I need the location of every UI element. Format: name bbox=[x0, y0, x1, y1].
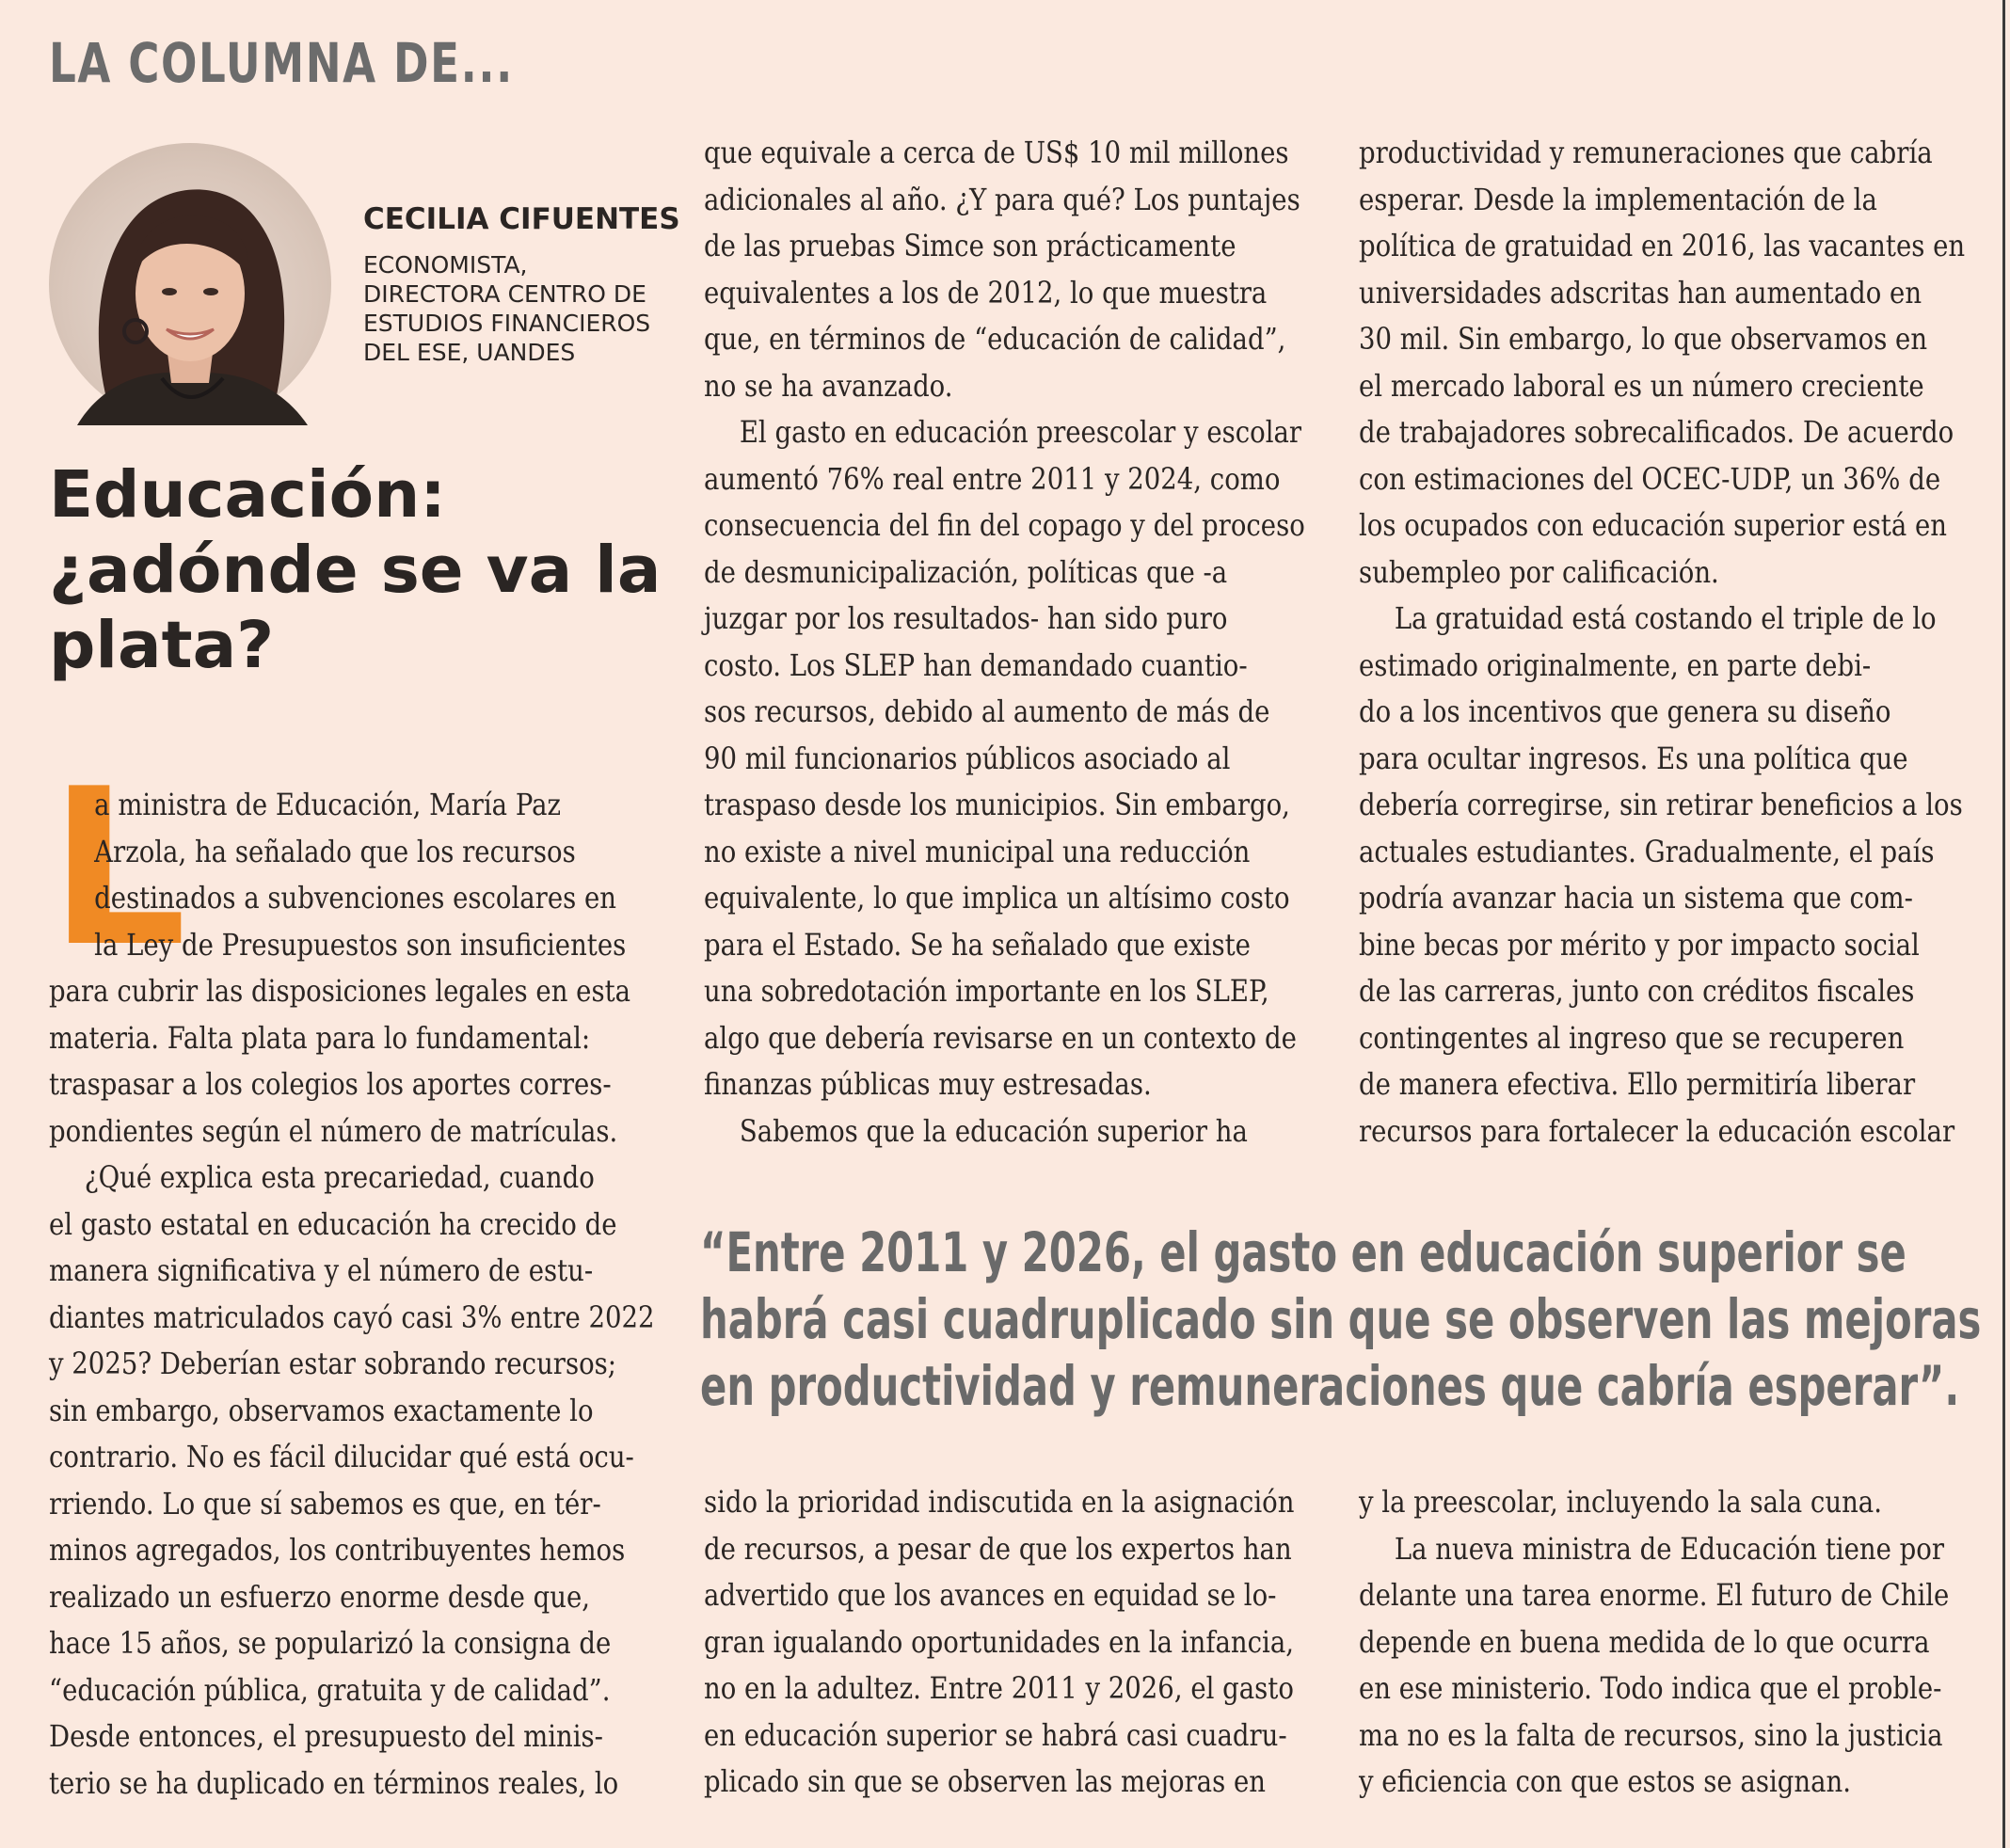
article-text-line: equivalentes a los de 2012, lo que muestra bbox=[704, 274, 1268, 311]
author-role-line: DEL ESE, UANDES bbox=[363, 339, 576, 366]
article-text-line: advertido que los avances en equidad se lo- bbox=[704, 1577, 1277, 1613]
article-text-line: no se ha avanzado. bbox=[704, 367, 953, 404]
article-text-line: productividad y remuneraciones que cabría bbox=[1359, 135, 1933, 170]
article-text-line: podría avanzar hacia un sistema que com- bbox=[1359, 880, 1913, 916]
article-text-line: algo que debería revisarse en un contexto de bbox=[704, 1019, 1297, 1056]
article-column-2 bbox=[704, 130, 1325, 1155]
pull-quote-line: en productividad y remuneraciones que cabría esperar”. bbox=[700, 1354, 1960, 1418]
article-text-line: Sabemos que la educación superior ha bbox=[739, 1112, 1248, 1149]
article-text-line: Desde entonces, el presupuesto del minis- bbox=[49, 1718, 603, 1754]
article-text-line: gran igualando oportunidades en la infancia, bbox=[704, 1623, 1295, 1660]
article-text-line: destinados a subvenciones escolares en bbox=[94, 880, 616, 916]
article-column-1 bbox=[49, 743, 670, 1807]
article-text-line: sin embargo, observamos exactamente lo bbox=[49, 1392, 594, 1428]
right-border-rule bbox=[2002, 0, 2005, 1848]
article-text-line: universidades adscritas han aumentado en bbox=[1359, 274, 1922, 311]
article-text-line: política de gratuidad en 2016, las vacantes en bbox=[1359, 228, 1966, 263]
article-text-line: esperar. Desde la implementación de la bbox=[1359, 181, 1877, 217]
article-text-line: ¿Qué explica esta precariedad, cuando bbox=[84, 1159, 595, 1195]
article-text-line: “educación pública, gratuita y de calidad”. bbox=[49, 1671, 611, 1708]
article-text-line: en ese ministerio. Todo indica que el proble- bbox=[1359, 1670, 1942, 1706]
article-text-line: plicado sin que se observen las mejoras en bbox=[704, 1763, 1266, 1799]
article-text-line: una sobredotación importante en los SLEP, bbox=[704, 973, 1269, 1009]
article-text-line: que equivale a cerca de US$ 10 mil millones bbox=[704, 135, 1289, 170]
article-text-line: delante una tarea enorme. El futuro de Chile bbox=[1359, 1577, 1950, 1613]
article-text-line: de las carreras, junto con créditos fiscales bbox=[1359, 973, 1915, 1009]
article-text-line: de recursos, a pesar de que los expertos han bbox=[704, 1530, 1292, 1567]
article-text-line: a ministra de Educación, María Paz bbox=[94, 787, 562, 822]
article-text-line: costo. Los SLEP han demandado cuantio- bbox=[704, 646, 1248, 683]
article-text-line: el mercado laboral es un número creciente bbox=[1359, 367, 1924, 404]
article-text-line: pondientes según el número de matrículas. bbox=[49, 1112, 618, 1149]
article-text-line: recursos para fortalecer la educación escolar bbox=[1359, 1112, 1955, 1149]
article-text-line: en educación superior se habrá casi cuadru- bbox=[704, 1716, 1287, 1753]
article-text-line: El gasto en educación preescolar y escolar bbox=[739, 414, 1302, 450]
article-text-line: ma no es la falta de recursos, sino la justicia bbox=[1359, 1716, 1943, 1753]
article-text-line: traspasar a los colegios los aportes corres- bbox=[49, 1066, 612, 1102]
drop-cap: L bbox=[49, 743, 187, 995]
article-column-3-continued bbox=[1359, 1479, 1980, 1806]
article-text-line: equivalente, lo que implica un altísimo costo bbox=[704, 880, 1290, 916]
article-text-line: terio se ha duplicado en términos reales, lo bbox=[49, 1764, 619, 1801]
article-text-line: para ocultar ingresos. Es una política que bbox=[1359, 740, 1908, 776]
author-role-line: DIRECTORA CENTRO DE bbox=[363, 280, 646, 308]
article-text-line: traspaso desde los municipios. Sin embargo, bbox=[704, 787, 1290, 822]
article-text-line: bine becas por mérito y por impacto social bbox=[1359, 926, 1920, 963]
article-text-line: y eficiencia con que estos se asignan. bbox=[1359, 1763, 1851, 1799]
author-name: CECILIA CIFUENTES bbox=[363, 202, 680, 236]
article-text-line: sido la prioridad indiscutida en la asignación bbox=[704, 1484, 1295, 1520]
author-role bbox=[363, 250, 674, 367]
article-text-line: y la preescolar, incluyendo la sala cuna. bbox=[1359, 1484, 1882, 1520]
article-text-line: subempleo por calificación. bbox=[1359, 553, 1719, 590]
article-text-line: no existe a nivel municipal una reducción bbox=[704, 833, 1251, 869]
author-role-line: ECONOMISTA, bbox=[363, 251, 528, 279]
article-text-line: para el Estado. Se ha señalado que existe bbox=[704, 926, 1251, 963]
article-column-3 bbox=[1359, 130, 1980, 1155]
article-text-line: rriendo. Lo que sí sabemos es que, en tér- bbox=[49, 1485, 601, 1521]
author-role-line: ESTUDIOS FINANCIEROS bbox=[363, 310, 651, 337]
article-text-line: los ocupados con educación superior está en bbox=[1359, 507, 1947, 543]
article-text-line: minos agregados, los contribuyentes hemos bbox=[49, 1532, 626, 1568]
article-text-line: contrario. No es fácil dilucidar qué está ocu- bbox=[49, 1439, 634, 1474]
article-text-line: debería corregirse, sin retirar beneficios a los bbox=[1359, 787, 1963, 822]
author-photo bbox=[49, 143, 331, 425]
article-text-line: la Ley de Presupuestos son insuficientes bbox=[94, 926, 627, 963]
article-text-line: hace 15 años, se popularizó la consigna de bbox=[49, 1625, 612, 1661]
article-text-line: para cubrir las disposiciones legales en esta bbox=[49, 973, 631, 1009]
article-text-line: aumentó 76% real entre 2011 y 2024, como bbox=[704, 460, 1281, 497]
article-text-line: actuales estudiantes. Gradualmente, el país bbox=[1359, 833, 1935, 869]
article-column-2-continued bbox=[704, 1479, 1325, 1806]
article-text-line: de trabajadores sobrecalificados. De acuerdo bbox=[1359, 414, 1954, 450]
article-text-line: La nueva ministra de Educación tiene por bbox=[1394, 1530, 1945, 1567]
article-text-line: no en la adultez. Entre 2011 y 2026, el gasto bbox=[704, 1670, 1294, 1706]
pull-quote-line: habrá casi cuadruplicado sin que se observen las mejoras bbox=[700, 1287, 1982, 1351]
section-label: LA COLUMNA DE... bbox=[49, 31, 514, 95]
article-text-line: que, en términos de “educación de calidad”, bbox=[704, 321, 1286, 357]
article-text-line: manera significativa y el número de estu- bbox=[49, 1252, 594, 1288]
headline-line: ¿adónde se va la bbox=[49, 533, 662, 608]
article-text-line: Arzola, ha señalado que los recursos bbox=[94, 833, 576, 869]
article-text-line: finanzas públicas muy estresadas. bbox=[704, 1066, 1152, 1102]
article-text-line: de desmunicipalización, políticas que -a bbox=[704, 553, 1228, 590]
article-text-line: contingentes al ingreso que se recuperen bbox=[1359, 1019, 1905, 1056]
article-text-line: 30 mil. Sin embargo, lo que observamos en bbox=[1359, 321, 1928, 357]
article-text-line: de las pruebas Simce son prácticamente bbox=[704, 228, 1236, 263]
article-text-line: y 2025? Deberían estar sobrando recursos; bbox=[49, 1346, 617, 1381]
article-text-line: do a los incentivos que genera su diseño bbox=[1359, 693, 1891, 729]
article-text-line: 90 mil funcionarios públicos asociado al bbox=[704, 740, 1231, 776]
headline-line: Educación: bbox=[49, 457, 446, 533]
headline-line: plata? bbox=[49, 608, 275, 683]
article-text-line: con estimaciones del OCEC-UDP, un 36% de bbox=[1359, 460, 1941, 497]
article-text-line: adicionales al año. ¿Y para qué? Los puntajes bbox=[704, 181, 1300, 217]
article-text-line: realizado un esfuerzo enorme desde que, bbox=[49, 1578, 590, 1615]
article-text-line: depende en buena medida de lo que ocurra bbox=[1359, 1623, 1930, 1660]
article-text-line: La gratuidad está costando el triple de lo bbox=[1394, 600, 1937, 636]
headline bbox=[49, 457, 670, 683]
article-text-line: consecuencia del fin del copago y del proceso bbox=[704, 507, 1305, 543]
pull-quote bbox=[700, 1219, 1982, 1420]
article-text-line: sos recursos, debido al aumento de más de bbox=[704, 693, 1270, 729]
article-text-line: el gasto estatal en educación ha crecido de bbox=[49, 1205, 617, 1242]
article-text-line: juzgar por los resultados- han sido puro bbox=[704, 600, 1228, 636]
article-text-line: estimado originalmente, en parte debi- bbox=[1359, 646, 1872, 683]
pull-quote-line: “Entre 2011 y 2026, el gasto en educación superior se bbox=[700, 1220, 1906, 1284]
article-text-line: diantes matriculados cayó casi 3% entre 2022 bbox=[49, 1298, 655, 1335]
article-text-line: materia. Falta plata para lo fundamental: bbox=[49, 1019, 591, 1056]
article-text-line: de manera efectiva. Ello permitiría liberar bbox=[1359, 1066, 1916, 1102]
